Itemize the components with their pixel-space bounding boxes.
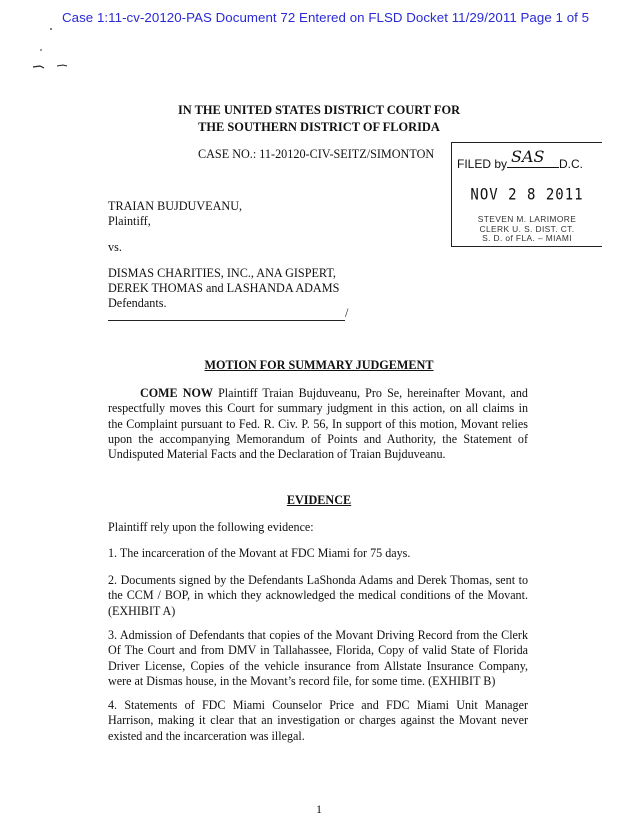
plaintiff-name: TRAIAN BUJDUVEANU, [108,199,243,213]
ecf-header: Case 1:11-cv-20120-PAS Document 72 Entered on FLSD Docket 11/29/2011 Page 1 of 5 [62,10,590,25]
evidence-intro: Plaintiff rely upon the following evidence: [108,520,314,534]
filed-stamp [451,142,602,247]
defendants-line1: DISMAS CHARITIES, INC., ANA GISPERT, [108,266,336,280]
evidence-item: 4. Statements of FDC Miami Counselor Price and FDC Miami Unit Manager Harrison, making it clear that an investigation or charges against the Movant never existed and the incarceration was illegal. [108,698,528,743]
clerk-line2: CLERK U. S. DIST. CT. [479,223,575,234]
motion-title: MOTION FOR SUMMARY JUDGEMENT [204,358,434,372]
caption-slash: / [345,306,349,320]
evidence-item: 3. Admission of Defendants that copies of the Movant Driving Record from the Clerk Of The Court and from DMV in Tallahassee, Florida, Copy of valid State of Florida Driver License, Copies of the vehicle insurance from Allstate Insurance Company, were at Dismas house, in the Movant’s record file, for some time. (EXHIBIT B) [108,628,528,688]
page-number: 1 [316,802,322,816]
clerk-line1: STEVEN M. LARIMORE [477,214,577,224]
evidence-title: EVIDENCE [286,493,352,507]
case-number: CASE NO.: 11-20120-CIV-SEITZ/SIMONTON [198,147,435,161]
versus: vs. [108,240,122,254]
filed-date: NOV 2 8 2011 [470,185,584,205]
court-title-line1: IN THE UNITED STATES DISTRICT COURT FOR [177,103,461,117]
court-title-line2: THE SOUTHERN DISTRICT OF FLORIDA [198,120,440,134]
defendants-role: Defendants. [108,296,167,310]
plaintiff-role: Plaintiff, [108,214,151,228]
filed-by-line [457,147,584,171]
evidence-item: 1. The incarceration of the Movant at FDC Miami for 75 days. [108,546,411,560]
motion-text: Plaintiff Traian Bujduveanu, Pro Se, hereinafter Movant, and respectfully moves this Court for summary judgment in this action, on all claims in the Complaint pursuant to Fed. R. Civ. P. 56, In support of this motion, Movant relies upon the accompanying Memorandum of Points and Authority, the Statement of Undisputed Material Facts and the Declaration of Traian Bujduveanu. [108,386,528,462]
clerk-block [452,215,602,244]
defendants-line2: DEREK THOMAS and LASHANDA ADAMS [108,281,340,295]
motion-lead: COME NOW [140,386,213,400]
filed-prefix: FILED by [457,157,508,171]
clerk-line3: S. D. of FLA. – MIAMI [482,233,572,244]
scan-artifact [30,22,90,74]
clerk-initials-signature: SAS [511,147,545,166]
motion-paragraph [108,386,528,462]
evidence-item: 2. Documents signed by the Defendants LaShonda Adams and Derek Thomas, sent to the CCM / BOP, in which they acknowledged the medical conditions of the Movant. (EXHIBIT A) [108,573,528,618]
signature-rule [108,320,345,321]
filed-suffix: D.C. [559,157,584,171]
